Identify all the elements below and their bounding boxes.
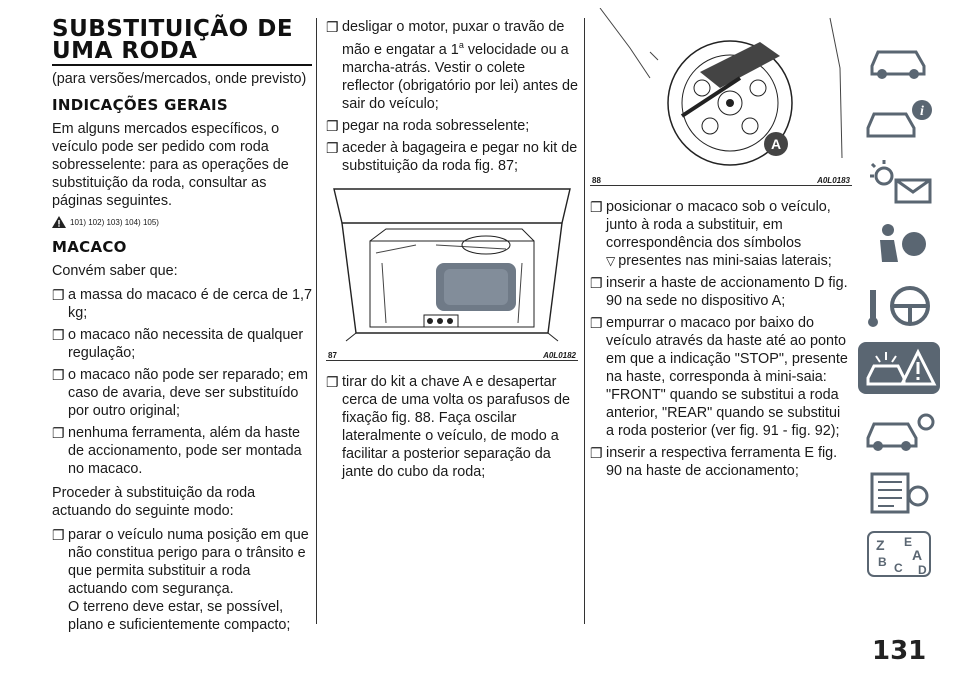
page-number: 131 [872,636,927,666]
proceed-text: Proceder à substituição da roda actuando do seguinte modo: [52,485,256,519]
svg-text:B: B [878,555,887,569]
column-divider-1 [316,18,317,624]
list-item-text: nenhuma ferramenta, além da haste de accionamento, pode ser montada no macaco. [68,425,302,477]
step-2-text-a: desligar o motor, puxar o travão de mão e engatar a 1 [342,19,565,58]
list-item [590,198,852,270]
general-text: Em alguns mercados específicos, o veículo pode ser pedido com roda sobresselente: para as operações de substituição da roda, consultar as páginas seguintes. [52,121,289,209]
column-2 [326,18,578,485]
figure-87 [326,183,578,361]
bullet-box-icon: ❐ [52,287,65,303]
bullet-box-icon: ❐ [326,19,339,35]
sidebar-item-car-info[interactable] [858,32,940,84]
wheel-key-illustration [590,8,852,168]
sidebar-item-driving[interactable] [858,280,940,332]
list-item-text: empurrar o macaco por baixo do veículo através da haste até ao ponto em que a indicação "STOP", presente na haste, corresponda à mini-saia: "FRONT" quando se substitui a roda anterior, "REAR" quando se substitui a roda posterior (ver fig. 91 - fig. 92); [606,315,848,439]
tech-data-icon [858,466,940,518]
list-item [326,18,578,113]
list-item-text: o macaco não necessita de qualquer regulação; [68,327,304,361]
list-item [326,373,578,481]
svg-text:A: A [912,547,923,563]
figure-87-code: A0L0182 [543,350,576,360]
warning-refs-text: 101) 102) 103) 104) 105) [70,217,159,227]
title-underline [52,64,312,66]
list-item-text: inserir a respectiva ferramenta E fig. 90 na haste de accionamento; [606,445,838,479]
figure-88 [590,8,852,186]
jack-point-symbol-icon: ▽ [606,254,616,268]
bullet-box-icon: ❐ [52,327,65,343]
sidebar-item-car-information[interactable] [858,94,940,146]
trunk-kit-illustration [326,183,578,343]
sidebar-item-lights-messages[interactable] [858,156,940,208]
svg-text:D: D [918,563,927,577]
list-item-text: inserir a haste de accionamento D fig. 90 na sede no dispositivo A; [606,275,848,309]
steering-maintenance-icon [858,280,940,332]
list-item [52,526,312,634]
subtitle: (para versões/mercados, onde previsto) [52,71,307,87]
warning-triangle-icon [52,216,66,228]
list-item-text: o macaco não pode ser reparado; em caso de avaria, deve ser substituído por outro original; [68,367,308,419]
bullet-box-icon: ❐ [326,117,339,134]
list-item [326,117,578,135]
bullet-box-icon: ❐ [52,367,65,383]
figure-88-label: A [770,136,782,152]
figure-88-number: 88 [592,176,601,185]
list-item [52,424,312,478]
list-item [590,444,852,480]
car-info-icon [858,32,940,84]
title-line-1: SUBSTITUIÇÃO DE [52,16,294,42]
warning-references [52,216,312,228]
superscript: a [458,40,464,50]
list-item [326,139,578,175]
sidebar-item-emergency[interactable] [858,342,940,394]
airbag-icon [858,218,940,270]
svg-text:i: i [920,104,924,119]
figure-88-caption [590,173,852,185]
list-item [52,286,312,322]
list-item-text: O terreno deve estar, se possível, plano e suficientemente compacto; [68,599,291,633]
bullet-box-icon: ❐ [326,373,339,390]
list-item-text: posicionar o macaco sob o veículo, junto à roda a substituir, em correspondência dos símbolos [606,199,831,251]
jack-intro: Convém saber que: [52,263,178,279]
car-service-icon [858,404,940,456]
bullet-box-icon: ❐ [326,139,339,156]
list-item-text: pegar na roda sobresselente; [342,117,530,134]
bullet-box-icon: ❐ [590,445,603,461]
sidebar-item-service[interactable] [858,404,940,456]
column-1 [52,18,312,638]
bullet-box-icon: ❐ [52,425,65,441]
list-item [590,314,852,440]
bullet-box-icon: ❐ [590,275,603,291]
emergency-icon [858,342,940,394]
bullet-box-icon: ❐ [590,199,603,215]
car-info-i-icon [858,94,940,146]
svg-text:Z: Z [876,537,885,553]
sidebar-item-safety[interactable] [858,218,940,270]
step-2-text-b: velocidade ou a marcha-atrás. Vestir o colete reflector (obrigatório por lei) antes de sair do veículo; [342,41,578,112]
list-item-text: tirar do kit a chave A e desapertar cerca de uma volta os parafusos de fixação fig. 88. Faça oscilar lateralmente o veículo, de modo a facilitar a posterior separação da jante do cubo da roda; [342,373,570,480]
heading-jack: MACACO [52,238,127,256]
svg-text:E: E [904,535,913,549]
page-title [52,18,312,62]
title-line-2: UMA RODA [52,38,198,64]
list-item-text: presentes nas mini-saias laterais; [618,253,832,269]
index-icon [858,528,940,580]
list-item [52,326,312,362]
sidebar-item-tech-data[interactable] [858,466,940,518]
figure-87-number: 87 [328,350,337,360]
bullet-box-icon: ❐ [590,315,603,331]
list-item-text: a massa do macaco é de cerca de 1,7 kg; [68,287,312,321]
bullet-box-icon: ❐ [52,527,65,543]
sidebar-item-index[interactable] [858,528,940,580]
list-item [590,274,852,310]
column-3 [590,8,852,484]
figure-88-code: A0L0183 [817,176,850,185]
svg-text:C: C [894,561,903,575]
heading-general: INDICAÇÕES GERAIS [52,96,229,114]
column-divider-2 [584,18,585,624]
list-item-text: parar o veículo numa posição em que não constitua perigo para o trânsito e que permita substituir a roda actuando com segurança. [68,527,309,597]
list-item [52,366,312,420]
figure-87-caption [326,348,578,360]
lights-message-icon [858,156,940,208]
chapter-sidebar [858,32,940,590]
list-item-text: aceder à bagageira e pegar no kit de substituição da roda fig. 87; [342,139,578,174]
